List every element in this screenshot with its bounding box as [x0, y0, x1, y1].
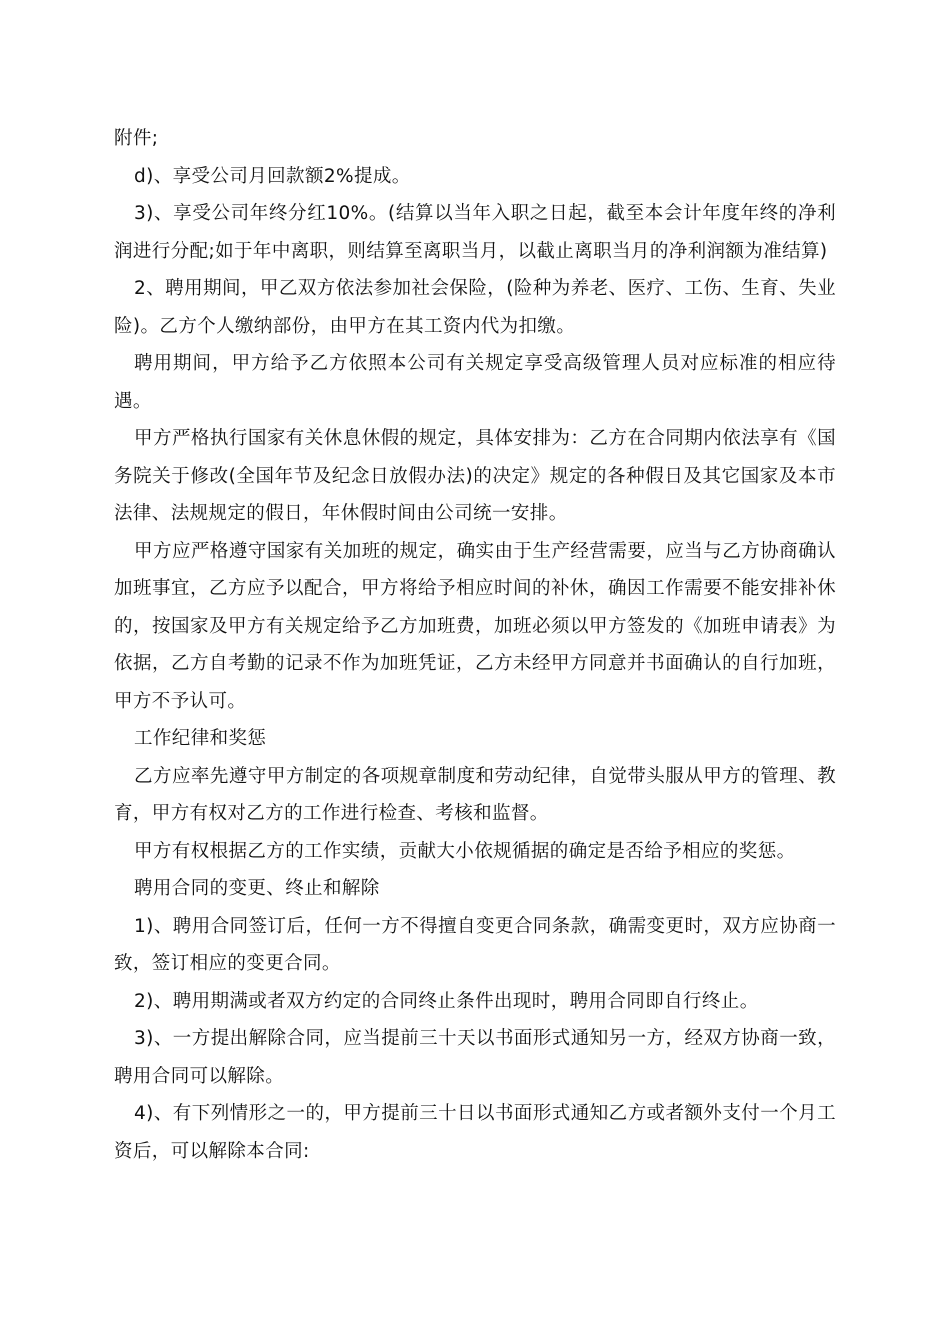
paragraph-termination: 2)、聘用期满或者双方约定的合同终止条件出现时，聘用合同即自行终止。: [134, 990, 759, 1012]
section-heading-contract-change: 聘用合同的变更、终止和解除: [134, 878, 380, 899]
paragraph-dividend: 3)、享受公司年终分红10%。(结算以当年入职之日起，截至本会计年度年终的净利润进行分配;如于年中离职，则结算至离职当月，以截止离职当月的净利润额为准结算): [114, 203, 836, 262]
paragraph-dissolution-cases: 4)、有下列情形之一的，甲方提前三十日以书面形式通知乙方或者额外支付一个月工资后，可以解除本合同:: [114, 1103, 836, 1162]
paragraph-social-insurance: 2、聘用期间，甲乙双方依法参加社会保险，(险种为养老、医疗、工伤、生育、失业险)。乙方个人缴纳部份，由甲方在其工资内代为扣缴。: [114, 278, 836, 337]
paragraph-overtime: 甲方应严格遵守国家有关加班的规定，确实由于生产经营需要，应当与乙方协商确认加班事宜，乙方应予以配合，甲方将给予相应时间的补休，确因工作需要不能安排补休的，按国家及甲方有关规定给予乙方加班费，加班必须以甲方签发的《加班申请表》为依据，乙方自考勤的记录不作为加班凭证，乙方未经甲方同意并书面确认的自行加班，甲方不予认可。: [114, 540, 836, 712]
paragraph-rewards: 甲方有权根据乙方的工作实绩，贡献大小依规循据的确定是否给予相应的奖惩。: [134, 840, 796, 862]
paragraph-dissolution-notice: 3)、一方提出解除合同，应当提前三十天以书面形式通知另一方，经双方协商一致，聘用合同可以解除。: [114, 1028, 836, 1087]
paragraph-treatment: 聘用期间，甲方给予乙方依照本公司有关规定享受高级管理人员对应标准的相应待遇。: [114, 353, 836, 412]
paragraph-commission: d)、享受公司月回款额2%提成。: [134, 165, 411, 187]
paragraph-change-terms: 1)、聘用合同签订后，任何一方不得擅自变更合同条款，确需变更时，双方应协商一致，签订相应的变更合同。: [114, 915, 836, 974]
paragraph-holidays: 甲方严格执行国家有关休息休假的规定，具体安排为：乙方在合同期内依法享有《国务院关于修改(全国年节及纪念日放假办法)的决定》规定的各种假日及其它国家及本市法律、法规规定的假日，年休假时间由公司统一安排。: [114, 428, 836, 524]
document-body: [114, 120, 836, 1170]
section-heading-discipline: 工作纪律和奖惩: [134, 728, 267, 749]
paragraph-rules: 乙方应率先遵守甲方制定的各项规章制度和劳动纪律，自觉带头服从甲方的管理、教育，甲方有权对乙方的工作进行检查、考核和监督。: [114, 765, 836, 824]
paragraph-attachment: 附件;: [114, 128, 159, 149]
